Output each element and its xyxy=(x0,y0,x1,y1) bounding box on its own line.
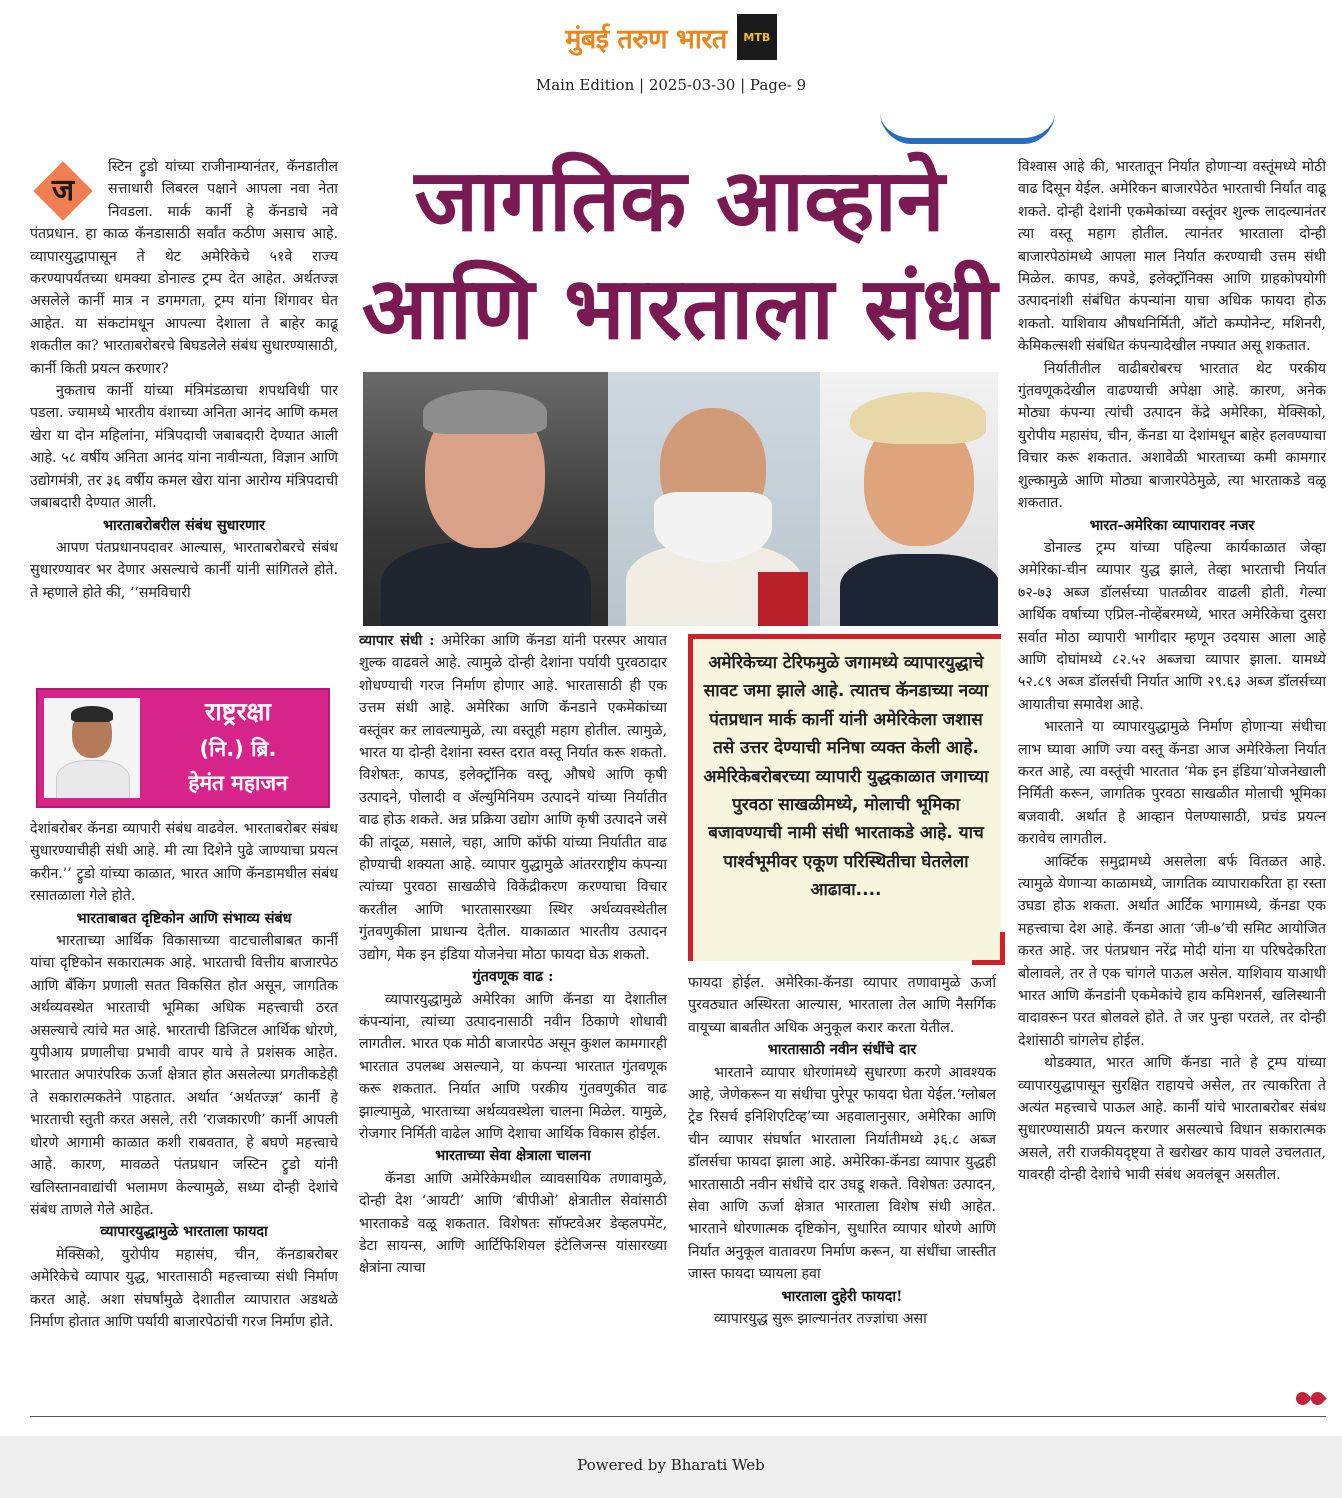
subheading: भारत-अमेरिका व्यापारावर नजर xyxy=(1089,516,1255,534)
subheading: व्यापारयुद्धामुळे भारताला फायदा xyxy=(100,1223,268,1241)
subheading: भारताबाबत दृष्टिकोन आणि संभाव्य संबंध xyxy=(76,909,292,927)
mtb-badge-icon: MTB xyxy=(737,14,777,60)
logo-text: मुंबई तरुण भारत xyxy=(565,23,727,55)
author-photo xyxy=(44,698,140,798)
divider xyxy=(30,1416,1326,1417)
powered-by-link[interactable]: Powered by Bharati Web xyxy=(577,1456,765,1474)
paragraph: कॅनडा आणि अमेरिकेमधील व्यावसायिक तणावामुळे, दोन्ही देश ‘आयटी’ आणि ‘बीपीओ’ क्षेत्रातील सेवांसाठी भारताकडे वळू शकतात. विशेषतः सॉफ्टवेअर डेव्हलपमेंट, डेटा सायन्स, आणि आर्टिफिशियल इंटेलिजन्स यांसारख्या क्षेत्रांना त्याचा xyxy=(359,1170,667,1277)
decorative-arc xyxy=(880,112,1055,144)
paragraph: आपण पंतप्रधानपदावर आल्यास, भारताबरोबरचे संबंध सुधारण्यावर भर देणार असल्याचे कार्नी यांनी सांगितले होते. ते म्हणाले होते की, ‘‘समविचारी xyxy=(30,539,338,601)
article-column-3 xyxy=(688,972,996,1412)
subheading: भारताच्या सेवा क्षेत्राला चालना xyxy=(435,1147,591,1165)
newspaper-logo[interactable] xyxy=(565,14,777,60)
subheading: भारताबरोबरील संबंध सुधारणार xyxy=(102,516,266,534)
masthead xyxy=(0,14,1342,74)
paragraph: भारताने या व्यापारयुद्धामुळे निर्माण होणाऱ्या संधीचा लाभ घ्यावा आणि ज्या वस्तू कॅनडा आज अमेरिकेला निर्यात करत आहे, त्या वस्तूंची भारतात ‘मेक इन इंडिया’योजनेखाली निर्मिती करून, जागतिक पुरवठा साखळीत मोलाची भूमिका बजवावी. अर्थात हे आव्हान पेलण्यासाठी, प्रचंड प्रयत्न करावेच लागतील. xyxy=(1018,719,1326,848)
lead-label: व्यापार संधी : xyxy=(359,633,435,649)
paragraph: फायदा होईल. अमेरिका-कॅनडा व्यापार तणावामुळे ऊर्जा पुरवठ्यात अस्थिरता आल्यास, भारताला तेल आणि नैसर्गिक वायूच्या बाबतीत अधिक अनुकूल करार करता येतील. xyxy=(688,975,996,1036)
edition-info: Main Edition | 2025-03-30 | Page- 9 xyxy=(535,76,807,94)
subheading: भारतासाठी नवीन संधींचे दार xyxy=(767,1041,917,1059)
leaders-photo xyxy=(363,372,998,626)
author-name: हेमंत महाजन xyxy=(188,771,288,795)
paragraph: थोडक्यात, भारत आणि कॅनडा नाते हे ट्रम्प यांच्या व्यापारयुद्धापासून सुरक्षित राहायचे असेल, तर त्याकरिता ते अत्यंत महत्त्वाचे पाऊल आहे. कार्नी यांचे भारताबरोबर संबंध सुधारण्यासाठी प्रयत्न करणार असल्याचे विधान सकारात्मक असले, तरी राजकीयदृष्ट्या ते खरोखर काय पावले उचलतात, यावरही दोन्ही देशांचे भावी संबंध अवलंबून असतील. xyxy=(1018,1055,1326,1184)
author-name-box xyxy=(148,690,328,806)
paragraph: निर्यातीतील वाढीबरोबरच भारतात थेट परकीय गुंतवणूकदेखील वाढण्याची अपेक्षा आहे. कारण, अनेक मोठ्या कंपन्या त्यांची उत्पादन केंद्रे अमेरिका, मेक्सिको, युरोपीय महासंघ, चीन, कॅनडा या देशांमधून बाहेर हलवण्याचा विचार करू शकतात. अशावेळी भारताच्या कमी कामगार शुल्कामुळे आणि मोठ्या बाजारपेठेमुळे, त्या भारताकडे वळू शकतात. xyxy=(1018,360,1326,512)
dropcap xyxy=(36,164,90,218)
paragraph: विश्वास आहे की, भारतातून निर्यात होणाऱ्या वस्तूंमध्ये मोठी वाढ दिसून येईल. अमेरिकन बाजारपेठेत भारताची निर्यात वाढू शकते. दोन्ही देशांनी एकमेकांच्या वस्तूंवर शुल्क लादल्यानंतर त्या वस्तू महाग होतील. त्यानंतर भारताला दोन्ही बाजारपेठांमध्ये आपला माल निर्यात करण्याची उत्तम संधी मिळेल. कापड, कपडे, इलेक्ट्रॉनिक्स आणि ग्राहकोपयोगी उत्पादनांशी संबंधित कंपन्यांना याचा अधिक फायदा होऊ शकतो. याशिवाय औषधनिर्मिती, ऑटो कम्पोनेन्ट, मशिनरी, केमिकल्सशी संबंधित कंपन्यादेखील नफ्यात असू शकतात. xyxy=(1018,159,1326,355)
article-column-1 xyxy=(30,156,338,680)
paragraph: डोनाल्ड ट्रम्प यांच्या पहिल्या कार्यकाळात जेव्हा अमेरिका-चीन व्यापार युद्ध झाले, तेव्हा भारताची निर्यात ७२-७३ अब्ज डॉलर्सच्या पातळीवर वाढली होती. गेल्या आर्थिक वर्षाच्या एप्रिल-नोव्हेंबरमध्ये, भारत अमेरिकेचा दुसरा सर्वात मोठा व्यापारी भागीदार म्हणून उदयास आला आहे आणि दोघांमध्ये ८२.५२ अब्जचा व्यापार झाला. यामध्ये ५२.८९ अब्ज डॉलर्सची निर्यात आणि २९.६३ अब्ज डॉलर्सच्या आयातीचा समावेश आहे. xyxy=(1018,539,1326,713)
photo-panel-carney xyxy=(363,372,608,626)
paragraph: आर्क्टिक समुद्रामध्ये असलेला बर्फ वितळत आहे. त्यामुळे येणाऱ्या काळामध्ये, जागतिक व्यापाराकरिता हा रस्ता उघडा होऊ शकता. अर्थात आर्टिक भागामध्ये, कॅनडा एक महत्त्वाचा देश आहे. कॅनडा आता ‘जी-७’ची समिट आयोजित करत आहे. जर पंतप्रधान नरेंद्र मोदी यांना या परिषदेकरिता बोलावले, तर ते एक चांगले पाऊल असेल. याशिवाय याआधी भारत आणि कॅनडांनी एकमेकांचे हाय कमिशनर्स, खलिस्थानी वादावरून परत बोलवले होते. ते जर पुन्हा परतले, तर दोन्ही देशांसाठी चांगलेच होईल. xyxy=(1018,853,1326,1049)
pull-quote-text: अमेरिकेच्या टेरिफमुळे जगामध्ये व्यापारयुद्धाचे सावट जमा झाले आहे. त्यातच कॅनडाच्या नव्या पंतप्रधान मार्क कार्नी यांनी अमेरिकेला जशास तसे उत्तर देण्याची मनिषा व्यक्त केली आहे. अमेरिकेबरोबरच्या व्यापारी युद्धकाळात जगाच्या पुरवठा साखळीमध्ये, मोलाची भूमिका बजावण्याची नामी संधी भारताकडे आहे. याच पार्श्वभूमीवर एकूण परिस्थितीचा घेतलेला आढावा.... xyxy=(703,653,989,901)
paragraph: देशांबरोबर कॅनडा व्यापारी संबंध वाढवेल. भारताबरोबर संबंध सुधारण्याचीही संधी आहे. मी त्या दिशेने पुढे जाण्याचा प्रयत्न करीन.’’ ट्रुडो यांच्या काळात, भारत आणि कॅनडामधील संबंध रसातळाला गेले होते. xyxy=(30,821,338,905)
paragraph: नुकताच कार्नी यांच्या मंत्रिमंडळाचा शपथविधी पार पडला. ज्यामध्ये भारतीय वंशाच्या अनिता आनंद आणि कमल खेरा या दोन महिलांना, मंत्रिपदाची जबाबदारी देण्यात आली आहे. ५८ वर्षीय अनिता आनंद यांना नावीन्यता, विज्ञान आणि उद्योगमंत्री, तर ३६ वर्षीय कमल खेरा यांना आरोग्य मंत्रिपदाची जबाबदारी देण्यात आली. xyxy=(30,383,338,512)
subheading: भारताला दुहेरी फायदा! xyxy=(781,1287,903,1305)
paragraph: व्यापार संधी : अमेरिका आणि कॅनडा यांनी परस्पर आयात शुल्क वाढवले आहे. त्यामुळे दोन्ही देशांना पर्यायी पुरवठादार शोधण्याची गरज निर्माण होणार आहे. भारतासाठी ही एक उत्तम संधी आहे. अमेरिका आणि कॅनडाने एकमेकांच्या वस्तूंवर कर लावल्यामुळे, त्या वस्तूही महाग होतील. त्यामुळे, भारत या दोन्ही देशांना स्वस्त दरात वस्तू निर्यात करू शकतो. विशेषतः, कापड, इलेक्ट्रॉनिक वस्तू, औषधे आणि कृषी उत्पादने, पोलादी व अ‍ॅल्युमिनियम उत्पादने यांच्या निर्यातीत वाढ होऊ शकते. अन्न प्रक्रिया उद्योग आणि कृषी उत्पादने जसे की तांदूळ, मसाले, चहा, आणि कॉफी यांच्या निर्यातीत वाढ होण्याची शक्यता आहे. व्यापार युद्धामुळे आंतरराष्ट्रीय कंपन्या त्यांच्या पुरवठा साखळीचे विकेंद्रीकरण करण्याचा विचार करतील आणि भारतासारख्या स्थिर अर्थव्यवस्थेतील गुंतवणुकीला प्राधान्य देतील. याकाळात भारतीय उत्पादन उद्योग, मेक इन इंडिया योजनेचा मोठा फायदा घेऊ शकतो. xyxy=(359,633,667,963)
article-column-2 xyxy=(359,630,667,1412)
paragraph: भारताने व्यापार धोरणांमध्ये सुधारणा करणे आवश्यक आहे, जेणेकरून या संधीचा पुरेपूर फायदा घेता येईल.‘ग्लोबल ट्रेड रिसर्च इनिशिएटिव्ह’च्या अहवालानुसार, अमेरिका आणि चीन व्यापार संघर्षात भारताला निर्यातीमध्ये ३६.८ अब्ज डॉलर्सचा फायदा झाला आहे. अमेरिका-कॅनडा व्यापार युद्धही भारतासाठी नवीन संधींचे दार उघडू शकते. विशेषतः उत्पादन, सेवा आणि ऊर्जा क्षेत्रात भारताला विशेष संधी आहेत. भारताने धोरणात्मक दृष्टिकोन, सुधारित व्यापार धोरणे आणि निर्यात अनुकूल वातावरण निर्माण करून, या संधींचा जास्तीत जास्त फायदा घ्यायला हवा xyxy=(688,1064,996,1283)
paragraph: मेक्सिको, युरोपीय महासंघ, चीन, कॅनडाबरोबर अमेरिकेचे व्यापार युद्ध, भारतासाठी महत्त्वाच्या संधी निर्माण करत आहे. अशा संघर्षांमुळे देशातील व्यापारात अडथळे निर्माण होतात आणि पर्यायी बाजारपेठांची गरज निर्माण होते. xyxy=(30,1246,338,1330)
pull-quote xyxy=(688,634,1001,961)
paragraph: भारताच्या आर्थिक विकासाच्या वाटचालीबाबत कार्नी यांचा दृष्टिकोन सकारात्मक आहे. भारताची वित्तीय बाजारपेठ आणि बँकिंग प्रणाली सतत विकसित होत असून, जागतिक अर्थव्यवस्थेत भारताची भूमिका अधिक महत्त्वाची ठरत असल्याचे त्यांचे मत आहे. भारताची डिजिटल आर्थिक धोरणे, युपीआय प्रणालीचा प्रभावी वापर याचे ते प्रशंसक आहेत. भारतात अपारंपरिक ऊर्जा क्षेत्रात होत असलेल्या प्रगतीकडेही ते सकारात्मकतेने पाहतात. अर्थात ‘अर्थतज्ज्ञ’ कार्नी हे भारताची स्तुती करत असले, तरी ‘राजकारणी’ कार्नी आपली धोरणे आगामी काळात कशी राबवतात, हे बघणे महत्त्वाचे आहे. कारण, मावळते पंतप्रधान जस्टिन ट्रुडो यांनी खलिस्तानवाद्यांची भलामण केल्यामुळे, सध्या दोन्ही देशांचे संबंध ताणले गेले आहेत. xyxy=(30,933,338,1218)
author-rank: (नि.) ब्रि. xyxy=(199,737,277,761)
author-box xyxy=(36,688,330,808)
article-column-1-continued xyxy=(30,818,338,1410)
headline-line-2: आणि भारताला संधी xyxy=(361,259,998,359)
column-name: राष्ट्ररक्षा xyxy=(205,697,271,726)
photo-panel-modi xyxy=(608,372,820,626)
article-column-4 xyxy=(1018,156,1326,1412)
photo-panel-trump xyxy=(820,372,998,626)
footer xyxy=(0,1436,1342,1498)
article-end-mark-icon xyxy=(1296,1390,1326,1404)
paragraph: व्यापारयुद्धामुळे अमेरिका आणि कॅनडा या देशातील कंपन्यांना, त्यांच्या उत्पादनासाठी नवीन ठिकाणे शोधावी लागतील. भारत एक मोठी बाजारपेठ असून कुशल कामगारही भारतात उपलब्ध असल्याने, या कंपन्या भारतात गुंतवणूक करू शकतात. निर्यात आणि परकीय गुंतवणुकीत वाढ झाल्यामुळे, भारताच्या अर्थव्यवस्थेला चालना मिळेल. यामुळे, रोजगार निर्मिती वाढेल आणि देशाचा आर्थिक विकास होईल. xyxy=(359,991,667,1142)
subheading: गुंतवणूक वाढ : xyxy=(472,968,554,986)
paragraph: स्टिन ट्रुडो यांच्या राजीनाम्यानंतर, कॅनडातील सत्ताधारी लिबरल पक्षाने आपला नवा नेता निवडला. मार्क कार्नी हे कॅनडाचे नवे पंतप्रधान. हा काळ कॅनडासाठी सर्वांत कठीण असाच आहे. व्यापारयुद्धापासून ते थेट अमेरिकेचे ५१वे राज्य करण्यापर्यंतच्या धमक्या डोनाल्ड ट्रम्प देत आहेत. अर्थतज्ज्ञ असलेले कार्नी मात्र न डगमगता, ट्रम्प यांना शिंगावर घेत आहेत. या संकटांमधून आपल्या देशाला ते बाहेर काढू शकतील का? भारताबरोबरचे बिघडलेले संबंध सुधारण्यासाठी, कार्नी किती प्रयत्न करणार? xyxy=(30,159,338,377)
dropcap-letter: ज xyxy=(51,173,75,208)
headline-line-1: जागतिक आव्हाने xyxy=(414,151,945,251)
paragraph: व्यापारयुद्ध सुरू झाल्यानंतर तज्ज्ञांचा असा xyxy=(714,1311,927,1328)
headline xyxy=(352,148,1007,364)
